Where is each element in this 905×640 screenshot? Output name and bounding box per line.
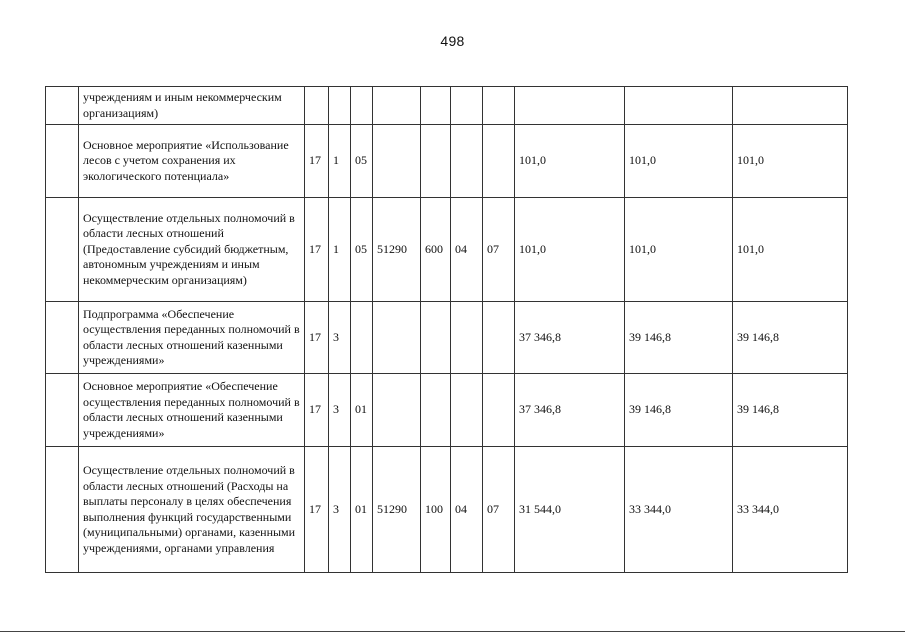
amount-cell bbox=[515, 87, 625, 125]
code-cell: 600 bbox=[421, 198, 451, 302]
amount-cell: 33 344,0 bbox=[733, 447, 848, 573]
amount-cell: 37 346,8 bbox=[515, 302, 625, 374]
code-cell bbox=[351, 87, 373, 125]
table-row bbox=[46, 125, 848, 198]
code-cell bbox=[451, 374, 483, 447]
table-row bbox=[46, 198, 848, 302]
code-cell bbox=[421, 87, 451, 125]
code-cell: 07 bbox=[483, 198, 515, 302]
code-cell: 17 bbox=[305, 125, 329, 198]
code-cell: 01 bbox=[351, 374, 373, 447]
row-name-cell: Подпрограмма «Обеспечение осуществления переданных полномочий в области лесных отношений казенными учреждениями» bbox=[79, 302, 305, 374]
code-cell bbox=[373, 87, 421, 125]
amount-cell: 33 344,0 bbox=[625, 447, 733, 573]
budget-table bbox=[45, 86, 848, 573]
amount-cell: 101,0 bbox=[625, 198, 733, 302]
code-cell bbox=[483, 374, 515, 447]
row-name-cell: учреждениям и иным некоммерческим организациям) bbox=[79, 87, 305, 125]
table-row bbox=[46, 447, 848, 573]
row-number-cell bbox=[46, 302, 79, 374]
code-cell bbox=[329, 87, 351, 125]
code-cell: 07 bbox=[483, 447, 515, 573]
amount-cell: 37 346,8 bbox=[515, 374, 625, 447]
table-row bbox=[46, 302, 848, 374]
amount-cell: 101,0 bbox=[733, 198, 848, 302]
row-number-cell bbox=[46, 125, 79, 198]
row-name-cell: Основное мероприятие «Использование лесов с учетом сохранения их экологического потенциала» bbox=[79, 125, 305, 198]
table-row bbox=[46, 87, 848, 125]
code-cell bbox=[305, 87, 329, 125]
page-bottom-edge bbox=[0, 631, 905, 632]
amount-cell: 39 146,8 bbox=[733, 374, 848, 447]
code-cell bbox=[483, 125, 515, 198]
code-cell bbox=[451, 125, 483, 198]
code-cell bbox=[421, 302, 451, 374]
code-cell bbox=[373, 125, 421, 198]
code-cell: 51290 bbox=[373, 447, 421, 573]
code-cell: 1 bbox=[329, 125, 351, 198]
code-cell: 17 bbox=[305, 198, 329, 302]
page-number: 498 bbox=[440, 33, 465, 49]
amount-cell: 101,0 bbox=[515, 125, 625, 198]
code-cell: 04 bbox=[451, 198, 483, 302]
row-number-cell bbox=[46, 87, 79, 125]
code-cell: 51290 bbox=[373, 198, 421, 302]
row-number-cell bbox=[46, 374, 79, 447]
code-cell bbox=[373, 374, 421, 447]
code-cell bbox=[451, 302, 483, 374]
row-name-cell: Осуществление отдельных полномочий в области лесных отношений (Предоставление субсидий бюджетным, автономным учреждениям и иным некоммерческим организациям) bbox=[79, 198, 305, 302]
code-cell bbox=[421, 125, 451, 198]
code-cell: 05 bbox=[351, 125, 373, 198]
code-cell: 17 bbox=[305, 374, 329, 447]
row-number-cell bbox=[46, 198, 79, 302]
code-cell bbox=[351, 302, 373, 374]
code-cell: 1 bbox=[329, 198, 351, 302]
code-cell bbox=[421, 374, 451, 447]
code-cell bbox=[451, 87, 483, 125]
amount-cell bbox=[733, 87, 848, 125]
code-cell: 04 bbox=[451, 447, 483, 573]
amount-cell: 31 544,0 bbox=[515, 447, 625, 573]
amount-cell: 39 146,8 bbox=[625, 302, 733, 374]
row-number-cell bbox=[46, 447, 79, 573]
code-cell: 17 bbox=[305, 302, 329, 374]
amount-cell: 101,0 bbox=[733, 125, 848, 198]
amount-cell: 39 146,8 bbox=[733, 302, 848, 374]
amount-cell: 101,0 bbox=[625, 125, 733, 198]
code-cell: 3 bbox=[329, 447, 351, 573]
table-row bbox=[46, 374, 848, 447]
code-cell: 05 bbox=[351, 198, 373, 302]
code-cell: 17 bbox=[305, 447, 329, 573]
code-cell: 100 bbox=[421, 447, 451, 573]
amount-cell: 39 146,8 bbox=[625, 374, 733, 447]
row-name-cell: Осуществление отдельных полномочий в области лесных отношений (Расходы на выплаты персоналу в целях обеспечения выполнения функций государственными (муниципальными) органами, казенными учреждениями, органами управления bbox=[79, 447, 305, 573]
amount-cell bbox=[625, 87, 733, 125]
code-cell: 01 bbox=[351, 447, 373, 573]
code-cell: 3 bbox=[329, 302, 351, 374]
row-name-cell: Основное мероприятие «Обеспечение осуществления переданных полномочий в области лесных отношений казенными учреждениями» bbox=[79, 374, 305, 447]
code-cell bbox=[483, 87, 515, 125]
amount-cell: 101,0 bbox=[515, 198, 625, 302]
code-cell: 3 bbox=[329, 374, 351, 447]
code-cell bbox=[373, 302, 421, 374]
code-cell bbox=[483, 302, 515, 374]
